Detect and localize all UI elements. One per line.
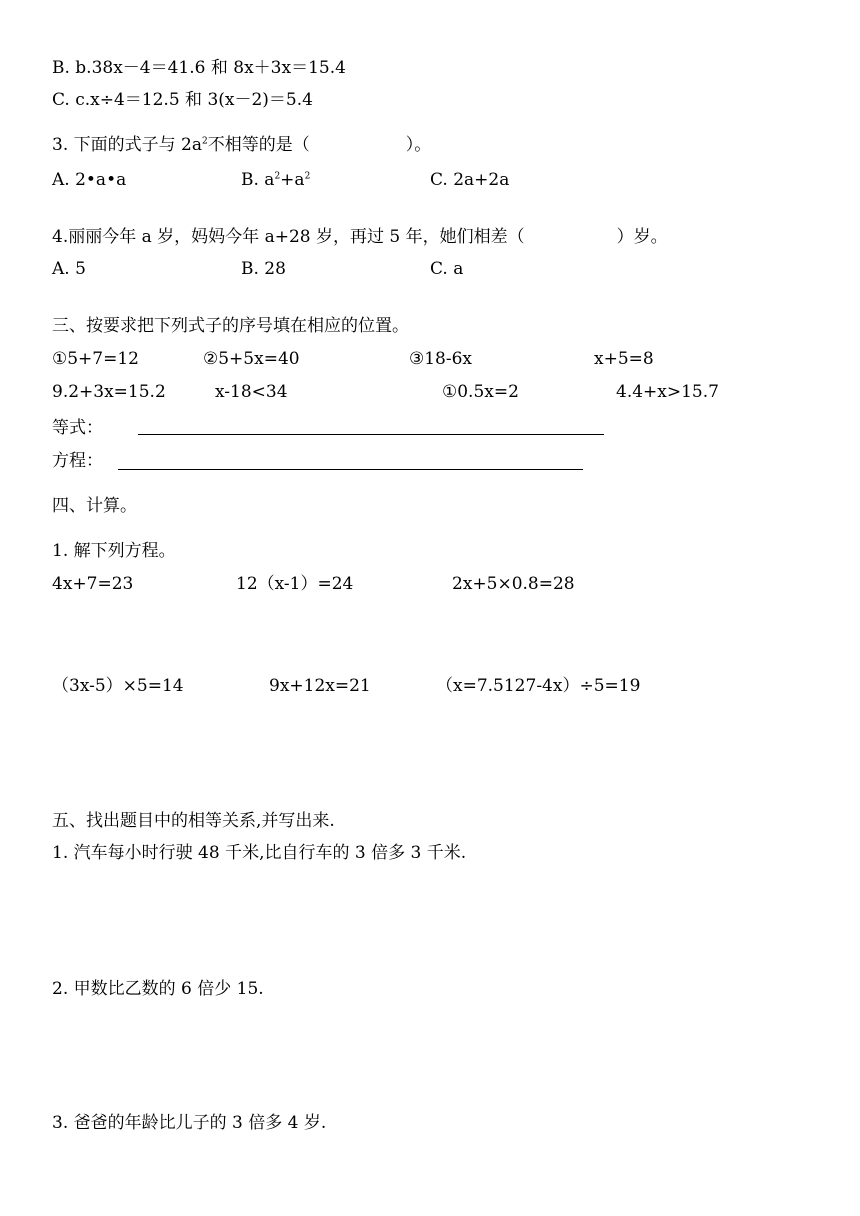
fangcheng-answer-line[interactable] (118, 469, 583, 470)
q3-stem (52, 134, 431, 156)
section4-heading: 四、计算。 (52, 496, 137, 516)
q4-option-b: B. 28 (241, 259, 286, 279)
expr-5: 9.2+3x=15.2 (52, 382, 166, 402)
q4-stem-text: 4.丽丽今年 a 岁，妈妈今年 a+28 岁，再过 5 年，她们相差（ (52, 227, 525, 247)
q3-stem-pre: 3. 下面的式子与 2a (52, 135, 202, 155)
equation-1: 4x+7=23 (52, 574, 134, 594)
equation-5: 9x+12x=21 (269, 676, 371, 696)
section4-sub1: 1. 解下列方程。 (52, 541, 176, 561)
expr-7: ①0.5x=2 (442, 382, 519, 402)
q4-stem (52, 226, 668, 248)
equation-2: 12（x-1）=24 (236, 574, 354, 594)
expr-2: ②5+5x=40 (203, 349, 300, 369)
expr-3: ③18-6x (409, 349, 473, 369)
q2-option-c: C. c.x÷4＝12.5 和 3(x－2)＝5.4 (52, 90, 313, 110)
q2-option-b: B. b.38x－4＝41.6 和 8x＋3x＝15.4 (52, 58, 346, 78)
expr-8: 4.4+x>15.7 (616, 382, 719, 402)
label-equation: 等式： (52, 418, 103, 438)
expr-6: x-18<34 (215, 382, 288, 402)
q3-option-b-exp1: 2 (274, 171, 281, 182)
equation-6: （x=7.5127-4x）÷5=19 (436, 676, 641, 696)
section5-item-1: 1. 汽车每小时行驶 48 千米,比自行车的 3 倍多 3 千米. (52, 843, 467, 863)
q3-option-b (241, 169, 310, 191)
q3-option-a: A. 2•a•a (52, 170, 127, 190)
expr-4: x+5=8 (594, 349, 654, 369)
section5-heading: 五、找出题目中的相等关系,并写出来. (52, 811, 335, 831)
q3-option-b-pre: B. a (241, 170, 275, 190)
equation-3: 2x+5×0.8=28 (452, 574, 575, 594)
q3-option-b-mid: +a (280, 170, 305, 190)
q4-stem-end: ）岁。 (616, 227, 668, 247)
section5-item-3: 3. 爸爸的年龄比儿子的 3 倍多 4 岁. (52, 1113, 327, 1133)
equation-4: （3x-5）×5=14 (52, 676, 184, 696)
q3-option-c: C. 2a+2a (430, 170, 510, 190)
expr-1: ①5+7=12 (52, 349, 139, 369)
label-fangcheng: 方程： (52, 451, 103, 471)
q3-stem-post: 不相等的是（ (207, 135, 310, 155)
section3-heading: 三、按要求把下列式子的序号填在相应的位置。 (52, 316, 409, 336)
equation-answer-line[interactable] (138, 434, 604, 435)
q4-option-a: A. 5 (52, 259, 86, 279)
q3-stem-exponent: 2 (201, 136, 208, 147)
q4-option-c: C. a (430, 259, 464, 279)
q3-option-b-exp2: 2 (304, 171, 311, 182)
q3-stem-end: ）。 (405, 135, 432, 155)
section5-item-2: 2. 甲数比乙数的 6 倍少 15. (52, 979, 264, 999)
